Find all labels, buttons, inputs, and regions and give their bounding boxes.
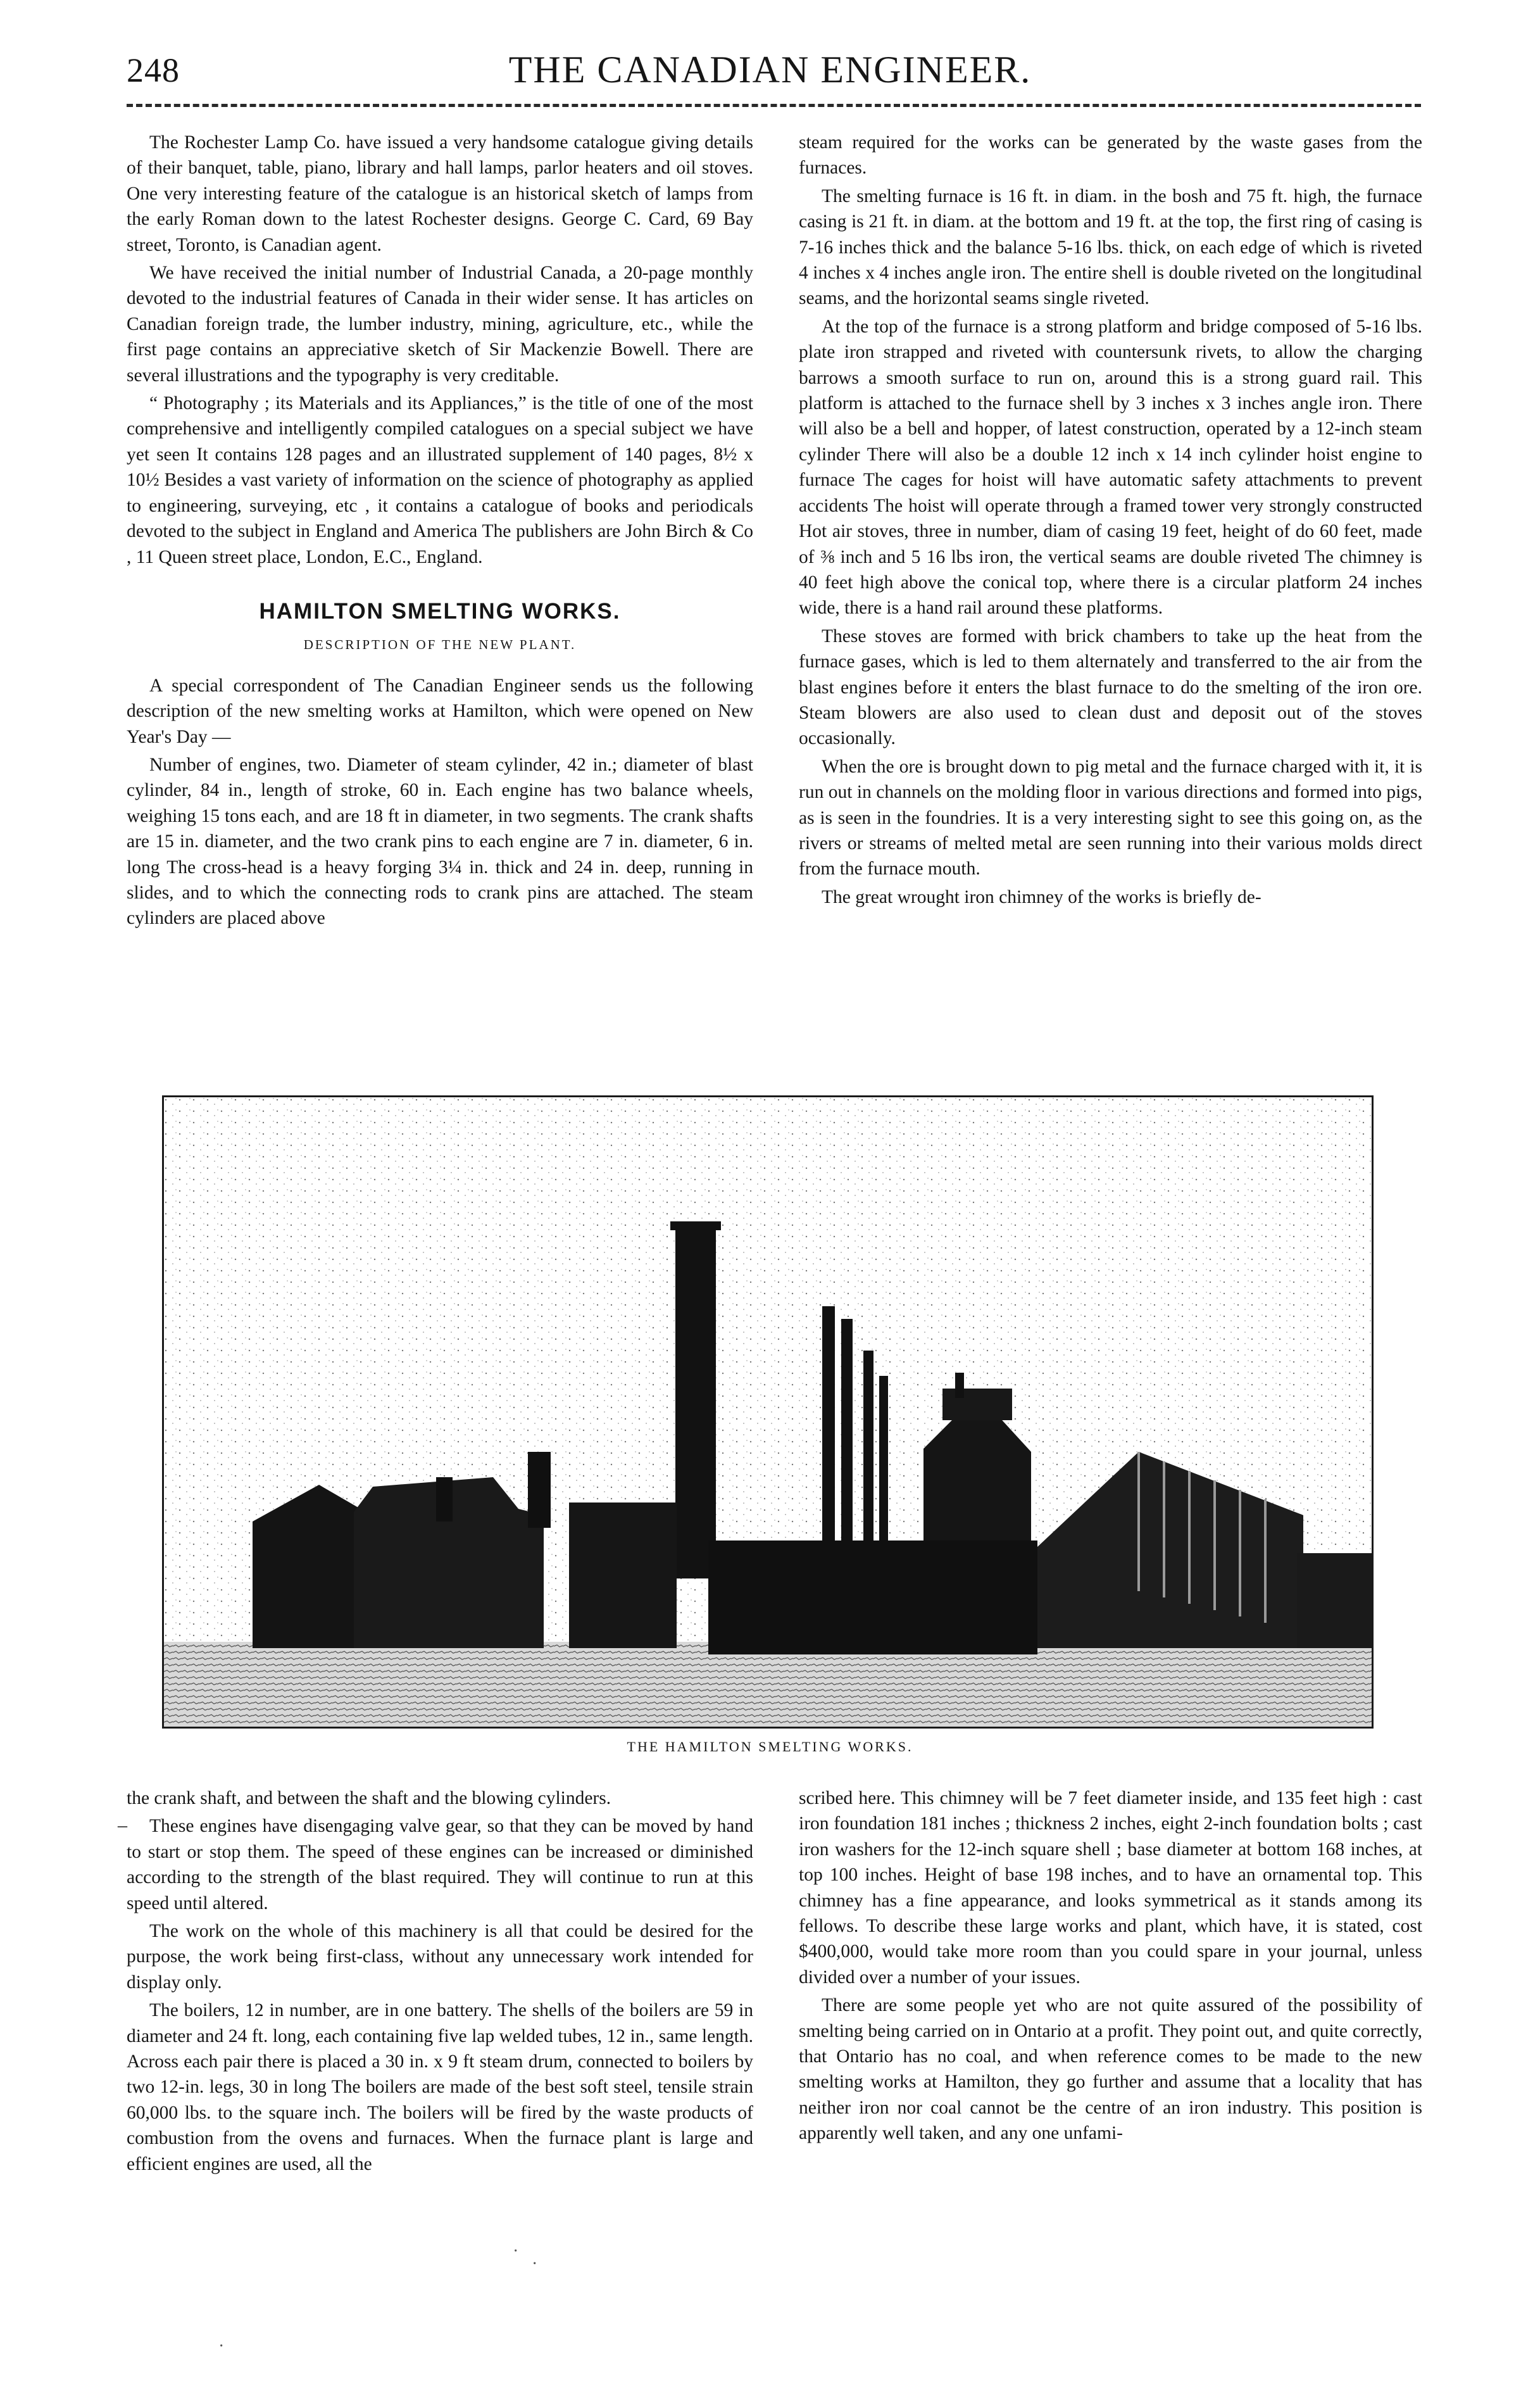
paragraph: There are some people yet who are not quite assured of the possibility of smelting being carried on in Ontario at a profit. They point out, and quite correctly, that Ontario has no coal, and when reference comes to be made to the new smelting works at Hamilton, they go further and assume that a locality that has neither iron nor coal cannot be the centre of an iron industry. This position is apparently well taken, and any one unfami- — [799, 1995, 1422, 2144]
paragraph: The work on the whole of this machinery is all that could be desired for the purpose, the work being first-class, without any unnecessary work intended for display only. — [127, 1921, 753, 1993]
column-3 — [127, 1786, 753, 2177]
figure-caption: THE HAMILTON SMELTING WORKS. — [627, 1739, 913, 1755]
paragraph: At the top of the furnace is a strong platform and bridge composed of 5-16 lbs. plate iron strapped and riveted with countersunk rivets, to allow the charging barrows a smooth surface to run on, around this is a strong guard rail. This platform is attached to the furnace shell by 3 inches x 3 inches angle iron. There will also be a bell and hopper, of latest construction, operated by a 12-inch steam cylinder There will also be a double 12 inch x 14 inch cylinder hoist engine to furnace The cages for hoist will have automatic safety attachments to prevent accidents The hoist will operate through a framed tower very strongly constructed Hot air stoves, three in number, diam of casing 19 feet, height of do 60 feet, made of ⅜ inch and 5 16 lbs iron, the vertical seams are double riveted The chimney is 40 feet high above the conical top, where there is a circular platform 24 inches wide, there is a hand rail around these platforms. — [799, 316, 1422, 619]
smelting-works-illustration — [162, 1095, 1374, 1729]
margin-mark: – — [118, 1815, 127, 1836]
paragraph: When the ore is brought down to pig metal and the furnace charged with it, it is run out in channels on the molding floor in various directions and formed into pigs, as is seen in the foundries. It is a very interesting sight to see this going on, as the rivers or streams of melted metal are seen running into their various molds direct from the furnace mouth. — [799, 756, 1422, 879]
paragraph: steam required for the works can be generated by the waste gases from the furnaces. — [799, 132, 1422, 179]
page-number: 248 — [127, 51, 180, 89]
smelting-works-drawing — [164, 1097, 1372, 1727]
paragraph: scribed here. This chimney will be 7 feet diameter inside, and 135 feet high : cast iron foundation 181 inches ; thickness 2 inches, eight 2-inch foundation bolts ; cast iron washers for the 12-inch square shell ; base diameter at bottom 168 inches, at top 100 inches. Height of base 198 inches, and to have an ornamental top. This chimney has a fine appearance, and looks symmetrical as it stands among its fellows. To describe these large works and plant, which have, it is stated, cost $400,000, would take more room than you could spare in your journal, unless divided over a number of your issues. — [799, 1788, 1422, 1988]
paragraph: These stoves are formed with brick chambers to take up the heat from the furnace gases, which is led to them alternately and transferred to the air from the blast engines before it enters the blast furnace to do the smelting of the iron ore. Steam blowers are also used to clean dust and deposit out of the stoves occasionally. — [799, 626, 1422, 749]
paragraph: The smelting furnace is 16 ft. in diam. in the bosh and 75 ft. high, the furnace casing is 21 ft. in diam. at the bottom and 19 ft. at the top, the first ring of casing is 7-16 inches thick and the balance 5-16 lbs. thick, on each edge of which is riveted 4 inches x 4 inches angle iron. The entire shell is double riveted on the longitudinal seams, and the horizontal seams single riveted. — [799, 186, 1422, 309]
paragraph: We have received the initial number of Industrial Canada, a 20-page monthly devoted to the industrial features of Canada in their wider sense. It has articles on Canadian foreign trade, the lumber industry, mining, agriculture, etc., while the first page contains an appreciative sketch of Sir Mackenzie Bowell. There are several illustrations and the typography is very creditable. — [127, 263, 753, 386]
print-speck: · — [513, 2241, 519, 2261]
column-1 — [127, 130, 753, 931]
column-2 — [799, 130, 1422, 910]
column-4 — [799, 1786, 1422, 2146]
paragraph: the crank shaft, and between the shaft and the blowing cylinders. — [127, 1788, 611, 1808]
paragraph: “ Photography ; its Materials and its Appliances,” is the title of one of the most comprehensive and intelligently compiled catalogues on a special subject we have yet seen It contains 128 pages and an illustrated supplement of 140 pages, 8½ x 10½ Besides a vast variety of information on the science of photography as applied to engineering, surveying, etc , it contains a catalogue of books and periodicals devoted to the subject in England and America The publishers are John Birch & Co , 11 Queen street place, London, E.C., England. — [127, 393, 753, 567]
paragraph: The great wrought iron chimney of the works is briefly de- — [822, 886, 1261, 907]
print-speck: · — [532, 2254, 538, 2274]
paragraph: These engines have disengaging valve gear, so that they can be moved by hand to start or stop them. The speed of these engines can be increased or diminished according to the strength of the blast required. They will continue to run at this speed until altered. — [127, 1816, 753, 1913]
journal-title: THE CANADIAN ENGINEER. — [508, 49, 1032, 91]
header-rule — [127, 104, 1421, 107]
article-subheading: DESCRIPTION OF THE NEW PLANT. — [303, 637, 577, 653]
print-speck: · — [218, 2336, 225, 2356]
paragraph: Number of engines, two. Diameter of steam cylinder, 42 in.; diameter of blast cylinder, 84 in., length of stroke, 60 in. Each engine has two balance wheels, weighing 15 tons each, and are 18 ft in diameter, in two segments. The crank shafts are 15 in. diameter, and the two crank pins to each engine are 7 in. diameter, 6 in. long The cross-head is a heavy forging 3¼ in. thick and 24 in. deep, running in slides, and to which the connecting rods to crank pins are attached. The steam cylinders are placed above — [127, 754, 753, 929]
paragraph: The boilers, 12 in number, are in one battery. The shells of the boilers are 59 in diameter and 24 ft. long, each containing five lap welded tubes, 12 in., same length. Across each pair there is placed a 30 in. x 9 ft steam drum, connected to boilers by two 12-in. legs, 30 in long The boilers are made of the best soft steel, tensile strain 60,000 lbs. to the square inch. The boilers will be fired by the waste products of combustion from the ovens and furnaces. When the furnace plant is large and efficient engines are used, all the — [127, 2000, 753, 2174]
paragraph: A special correspondent of The Canadian Engineer sends us the following description of the new smelting works at Hamilton, which were opened on New Year's Day — — [127, 675, 753, 747]
article-heading: HAMILTON SMELTING WORKS. — [259, 598, 621, 624]
paragraph: The Rochester Lamp Co. have issued a very handsome catalogue giving details of their banquet, table, piano, library and hall lamps, parlor heaters and oil stoves. One very interesting feature of the catalogue is an historical sketch of lamps from the early Roman down to the latest Rochester designs. George C. Card, 69 Bay street, Toronto, is Canadian agent. — [127, 132, 753, 255]
